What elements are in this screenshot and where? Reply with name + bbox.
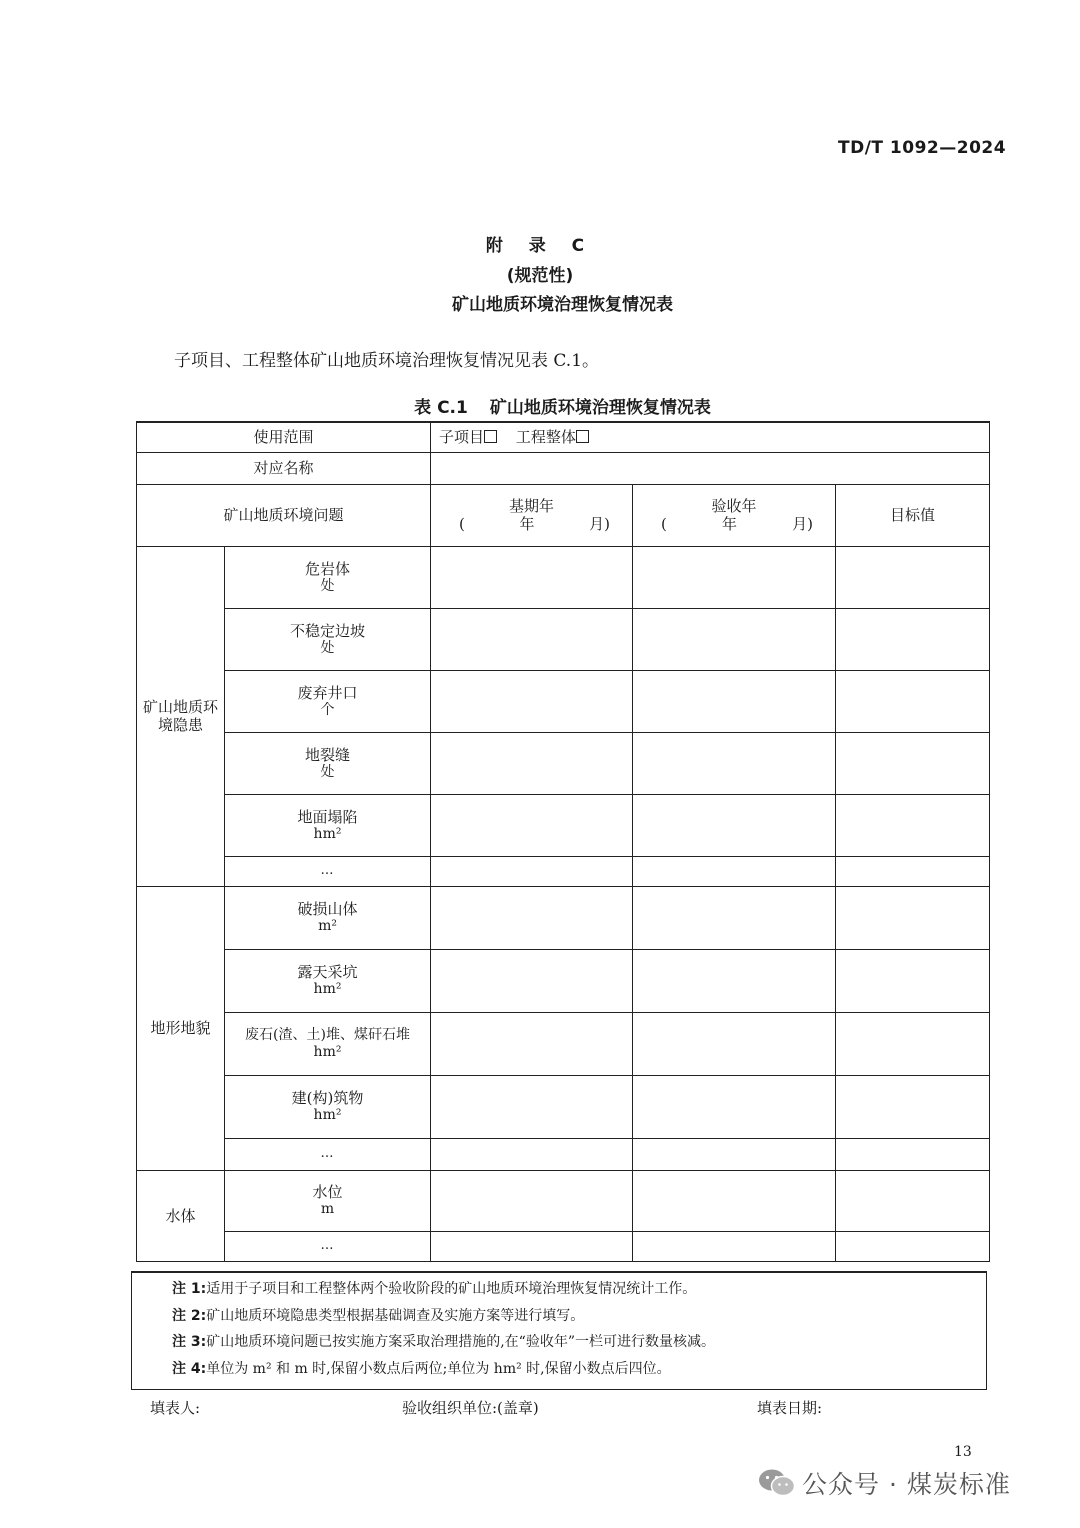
base-value-cell[interactable]: [431, 608, 633, 670]
category-water: 水体: [137, 1170, 225, 1261]
appendix-name: 矿山地质环境治理恢复情况表: [452, 295, 673, 315]
appendix-title: 附 录 C: [485, 236, 595, 256]
scope-label: 使用范围: [137, 422, 431, 452]
date-label: 填表日期:: [757, 1399, 823, 1417]
accept-value-cell[interactable]: [633, 1138, 836, 1170]
indicator-cell: 建(构)筑物 hm²: [225, 1075, 431, 1138]
indicator-cell: 水位 m: [225, 1170, 431, 1231]
name-label: 对应名称: [137, 452, 431, 484]
table-row: [137, 794, 990, 856]
target-value-cell[interactable]: [836, 949, 990, 1012]
name-row: [137, 452, 990, 484]
indicator-cell: 危岩体 处: [225, 546, 431, 608]
base-value-cell[interactable]: [431, 856, 633, 886]
indicator-cell: 破损山体 m²: [225, 886, 431, 949]
table-number: 表 C.1: [414, 398, 468, 418]
base-value-cell[interactable]: [431, 670, 633, 732]
category-landform: 地形地貌: [137, 886, 225, 1170]
intro-paragraph: 子项目、工程整体矿山地质环境治理恢复情况见表 C.1。: [174, 351, 600, 371]
notes-box: [131, 1271, 987, 1390]
ellipsis-cell: …: [225, 856, 431, 886]
target-value-cell[interactable]: [836, 794, 990, 856]
ellipsis-cell: …: [225, 1138, 431, 1170]
table-row: [137, 670, 990, 732]
accept-value-cell[interactable]: [633, 1231, 836, 1261]
note-item: 注 3:矿山地质环境问题已按实施方案采取治理措施的,在“验收年”一栏可进行数量核减。: [172, 1334, 715, 1350]
restoration-table: [136, 421, 990, 1262]
table-row: [137, 732, 990, 794]
target-header: 目标值: [836, 484, 990, 546]
target-value-cell[interactable]: [836, 732, 990, 794]
base-value-cell[interactable]: [431, 1231, 633, 1261]
wechat-icon: [758, 1468, 796, 1504]
table-row: [137, 1231, 990, 1261]
indicator-cell: 露天采坑 hm²: [225, 949, 431, 1012]
checkbox-whole-project[interactable]: [576, 430, 589, 443]
table-row: [137, 886, 990, 949]
accept-year-header: [633, 484, 836, 546]
indicator-cell: 不稳定边坡 处: [225, 608, 431, 670]
scope-option-subproject: 子项目: [439, 428, 485, 447]
base-value-cell[interactable]: [431, 1170, 633, 1231]
base-year-date: ( 年 月): [459, 515, 610, 533]
scope-option-whole: 工程整体: [515, 428, 576, 447]
accept-year-date: ( 年 月): [661, 515, 813, 533]
accept-value-cell[interactable]: [633, 608, 836, 670]
base-value-cell[interactable]: [431, 794, 633, 856]
indicator-cell: 地面塌陷 hm²: [225, 794, 431, 856]
base-value-cell[interactable]: [431, 949, 633, 1012]
note-item: 注 4:单位为 m² 和 m 时,保留小数点后两位;单位为 hm² 时,保留小数点后四位。: [172, 1360, 671, 1377]
accept-value-cell[interactable]: [633, 886, 836, 949]
ellipsis-cell: …: [225, 1231, 431, 1261]
accept-value-cell[interactable]: [633, 546, 836, 608]
target-value-cell[interactable]: [836, 670, 990, 732]
indicator-cell: 废弃井口 个: [225, 670, 431, 732]
base-value-cell[interactable]: [431, 1012, 633, 1075]
accept-value-cell[interactable]: [633, 856, 836, 886]
base-value-cell[interactable]: [431, 546, 633, 608]
watermark: [758, 1465, 1011, 1504]
target-value-cell[interactable]: [836, 1138, 990, 1170]
org-label: 验收组织单位:(盖章): [402, 1399, 539, 1417]
table-title: 矿山地质环境治理恢复情况表: [489, 398, 711, 418]
target-value-cell[interactable]: [836, 1170, 990, 1231]
scope-options: [431, 422, 990, 452]
target-value-cell[interactable]: [836, 608, 990, 670]
table-row: [137, 949, 990, 1012]
target-value-cell[interactable]: [836, 1231, 990, 1261]
watermark-text: 公众号 · 煤炭标准: [802, 1470, 1011, 1499]
base-value-cell[interactable]: [431, 1075, 633, 1138]
base-value-cell[interactable]: [431, 886, 633, 949]
base-year-header: [431, 484, 633, 546]
table-row: [137, 608, 990, 670]
target-value-cell[interactable]: [836, 856, 990, 886]
column-header-row: [137, 484, 990, 546]
base-value-cell[interactable]: [431, 1138, 633, 1170]
target-value-cell[interactable]: [836, 1075, 990, 1138]
appendix-type: (规范性): [506, 266, 574, 286]
table-row: [137, 1170, 990, 1231]
accept-value-cell[interactable]: [633, 1012, 836, 1075]
category-hazard: 矿山地质环境隐患: [137, 546, 225, 886]
accept-value-cell[interactable]: [633, 670, 836, 732]
accept-year-label: 验收年: [711, 497, 757, 515]
target-value-cell[interactable]: [836, 1012, 990, 1075]
accept-value-cell[interactable]: [633, 1075, 836, 1138]
accept-value-cell[interactable]: [633, 949, 836, 1012]
base-value-cell[interactable]: [431, 732, 633, 794]
target-value-cell[interactable]: [836, 886, 990, 949]
problem-label: 矿山地质环境问题: [137, 484, 431, 546]
page-number: 13: [954, 1444, 972, 1460]
standard-code: TD/T 1092—2024: [838, 138, 1007, 158]
filler-label: 填表人:: [150, 1399, 201, 1417]
accept-value-cell[interactable]: [633, 732, 836, 794]
checkbox-subproject[interactable]: [484, 430, 497, 443]
base-year-label: 基期年: [509, 497, 555, 515]
scope-row: [137, 422, 990, 452]
note-item: 注 1:适用于子项目和工程整体两个验收阶段的矿山地质环境治理恢复情况统计工作。: [172, 1281, 697, 1297]
target-value-cell[interactable]: [836, 546, 990, 608]
table-caption: [0, 393, 1080, 418]
table-row: [137, 856, 990, 886]
indicator-cell: 废石(渣、土)堆、煤矸石堆 hm²: [225, 1012, 431, 1075]
table-row: [137, 1012, 990, 1075]
name-value[interactable]: [431, 452, 990, 484]
table-row: [137, 546, 990, 608]
table-row: [137, 1075, 990, 1138]
accept-value-cell[interactable]: [633, 1170, 836, 1231]
table-row: [137, 1138, 990, 1170]
note-item: 注 2:矿山地质环境隐患类型根据基础调查及实施方案等进行填写。: [172, 1307, 585, 1324]
indicator-cell: 地裂缝 处: [225, 732, 431, 794]
accept-value-cell[interactable]: [633, 794, 836, 856]
